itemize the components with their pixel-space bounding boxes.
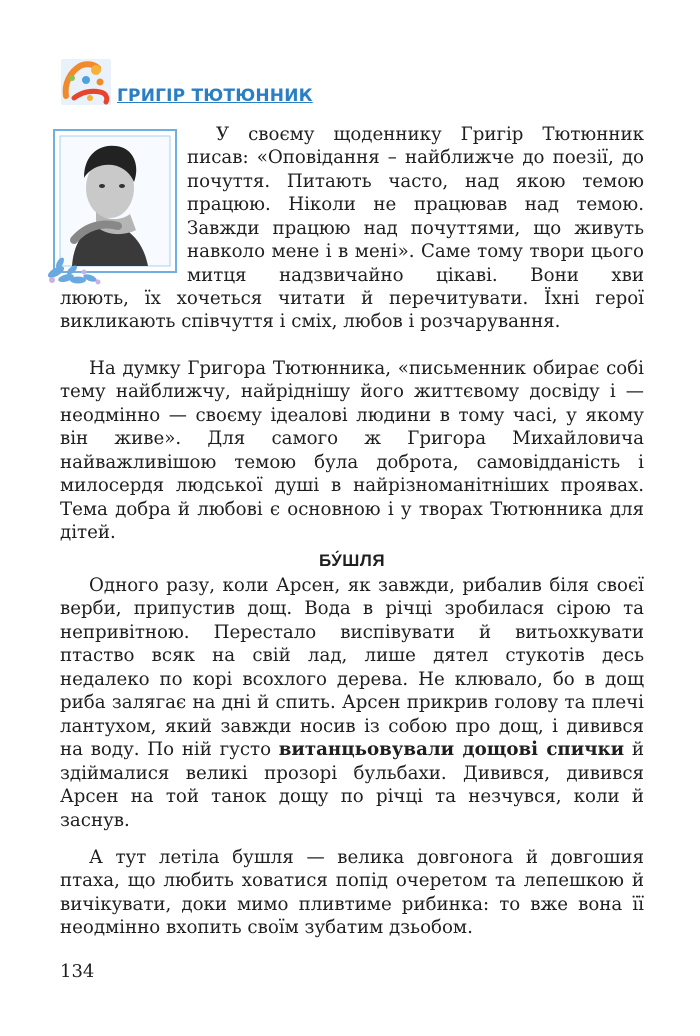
author-portrait — [44, 122, 182, 287]
author-name-heading: ГРИГІР ТЮТЮННИК — [117, 86, 313, 106]
bold-phrase: витанцьовували дощові спички — [278, 739, 625, 761]
story-text-after-bold: й здіймалися великі прозорі бульбахи. Дивився, дивився Арсен на той танок дощу по річці та незчувся, коли й заснув. — [60, 739, 644, 831]
story-title: БУ́ШЛЯ — [318, 551, 386, 570]
story-paragraph-1 — [60, 574, 644, 832]
ornament-icon — [60, 58, 112, 106]
page-number: 134 — [60, 961, 95, 982]
story-text-before-bold: Одного разу, коли Арсен, як завжди, рибалив біля своєї верби, припустив дощ. Вода в річці зробилася сірою та непривітною. Перестало виспівувати й витьохкувати птаство всяк на свій лад, лише дятел стукотів десь недалеко по корі всохлого дерева. Не клювало, бо в дощ риба залягає на дні й спить. Арсен прикрив голову та плечі лантухом, який завжди носив із собою про дощ, і дивився на воду. По ній густо — [60, 575, 644, 761]
intro-paragraph-2: На думку Григора Тютюнника, «письменник обирає собі тему найближчу, найріднішу його життєвому досвіду і — неодмінно — своєму ідеалові людини в тому часі, у якому він живе». Для самого ж Григора Михайловича найважливішою темою була доброта, самовідданість і милосердя людської душі в найрізноманітніших проявах. Тема добра й любові є основною і у творах Тютюнника для дітей. — [60, 358, 644, 544]
intro-paragraph-1-beside-portrait: У своєму щоденнику Григір Тютюнник писав: «Оповідання – найближче до поезії, до почуття. Питають часто, над якою темою працюю. Ніколи не працював над темою. Завжди працюю над почуттями, що живуть навколо мене і в мені». Саме тому твори цього митця надзвичайно цікаві. Вони хви — [187, 124, 644, 286]
intro-paragraph-1-continuation: люють, їх хочеться читати й перечитувати. Їхні герої викликають співчуття і сміх, любов і розчарування. — [60, 288, 644, 333]
story-paragraph-2: А тут летіла бушля — велика довгонога й довгошия птаха, що любить ховатися попід очеретом та лепешкою й вичікувати, доки мимо пливтиме рибинка: то вже вона її неодмінно вхопить своїм зубатим дзьобом. — [60, 847, 644, 939]
